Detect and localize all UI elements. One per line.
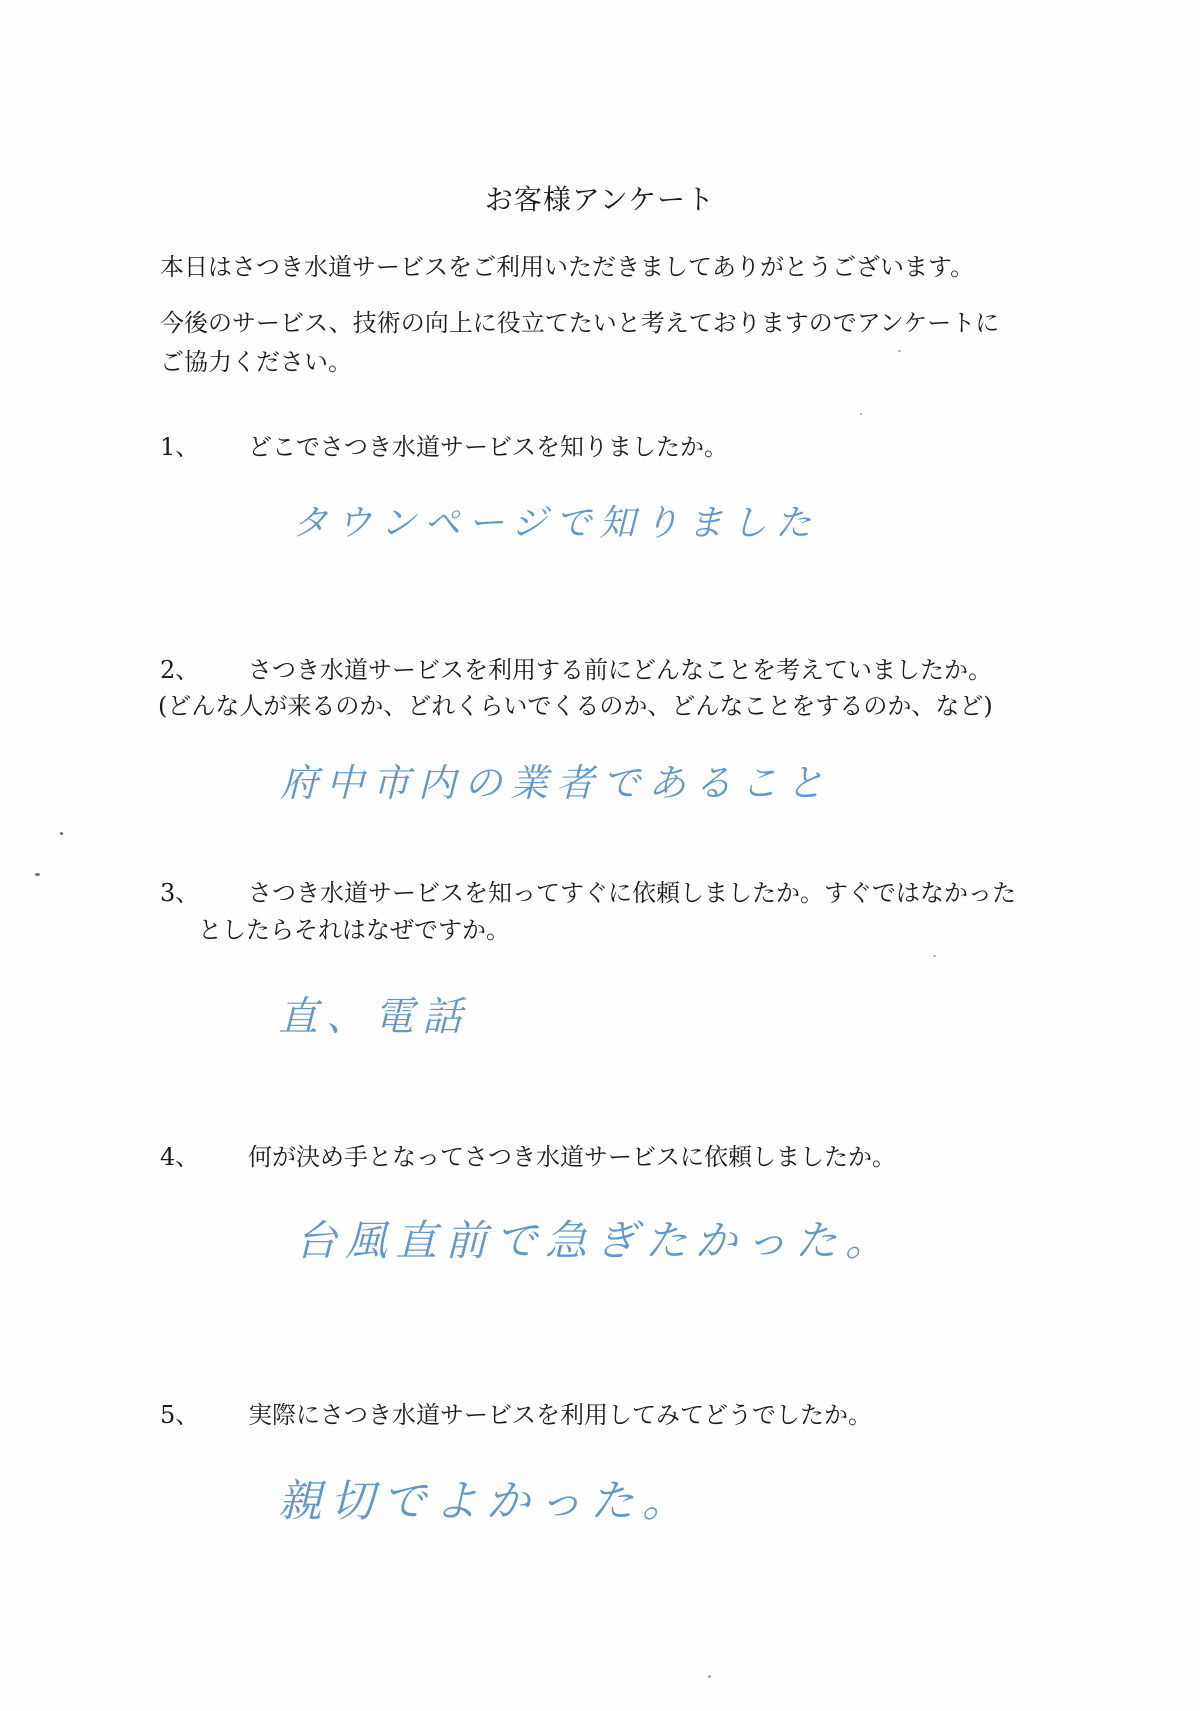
question-5-number: 5、 — [160, 1401, 200, 1429]
question-1-number: 1、 — [160, 433, 200, 461]
answer-4-handwritten: 台風直前で急ぎたかった。 — [295, 1216, 896, 1265]
question-5-text: 実際にさつき水道サービスを利用してみてどうでしたか。 — [248, 1401, 872, 1429]
question-3-number: 3、 — [160, 879, 200, 907]
intro-line-1: 本日はさつき水道サービスをご利用いただきましてありがとうございます。 — [160, 253, 975, 281]
question-3-continuation: としたらそれはなぜですか。 — [198, 916, 510, 944]
answer-5-handwritten: 親切でよかった。 — [278, 1476, 694, 1527]
intro-line-2: 今後のサービス、技術の向上に役立てたいと考えておりますのでアンケートに — [160, 309, 1000, 337]
scan-speck — [60, 832, 63, 835]
question-3-text: さつき水道サービスを知ってすぐに依頼しましたか。すぐではなかった — [248, 879, 1016, 907]
intro-line-3: ご協力ください。 — [160, 348, 352, 376]
scan-speck — [35, 873, 40, 876]
scan-speck — [898, 350, 901, 352]
page-title: お客様アンケート — [484, 183, 716, 216]
scan-speck — [933, 955, 936, 957]
question-2-number: 2、 — [160, 656, 200, 684]
question-4-number: 4、 — [160, 1143, 200, 1171]
answer-3-handwritten: 直、電話 — [278, 994, 470, 1040]
answer-2-handwritten: 府中市内の業者であること — [280, 761, 833, 805]
answer-1-handwritten: タウンページで知りました — [292, 503, 820, 544]
scan-speck — [708, 1675, 711, 1678]
question-2-continuation: (どんな人が来るのか、どれくらいでくるのか、どんなことをするのか、など) — [158, 692, 993, 720]
question-2-text: さつき水道サービスを利用する前にどんなことを考えていましたか。 — [248, 656, 992, 684]
question-4-text: 何が決め手となってさつき水道サービスに依頼しましたか。 — [248, 1143, 896, 1171]
question-1-text: どこでさつき水道サービスを知りましたか。 — [248, 433, 728, 461]
scan-speck — [860, 413, 862, 415]
